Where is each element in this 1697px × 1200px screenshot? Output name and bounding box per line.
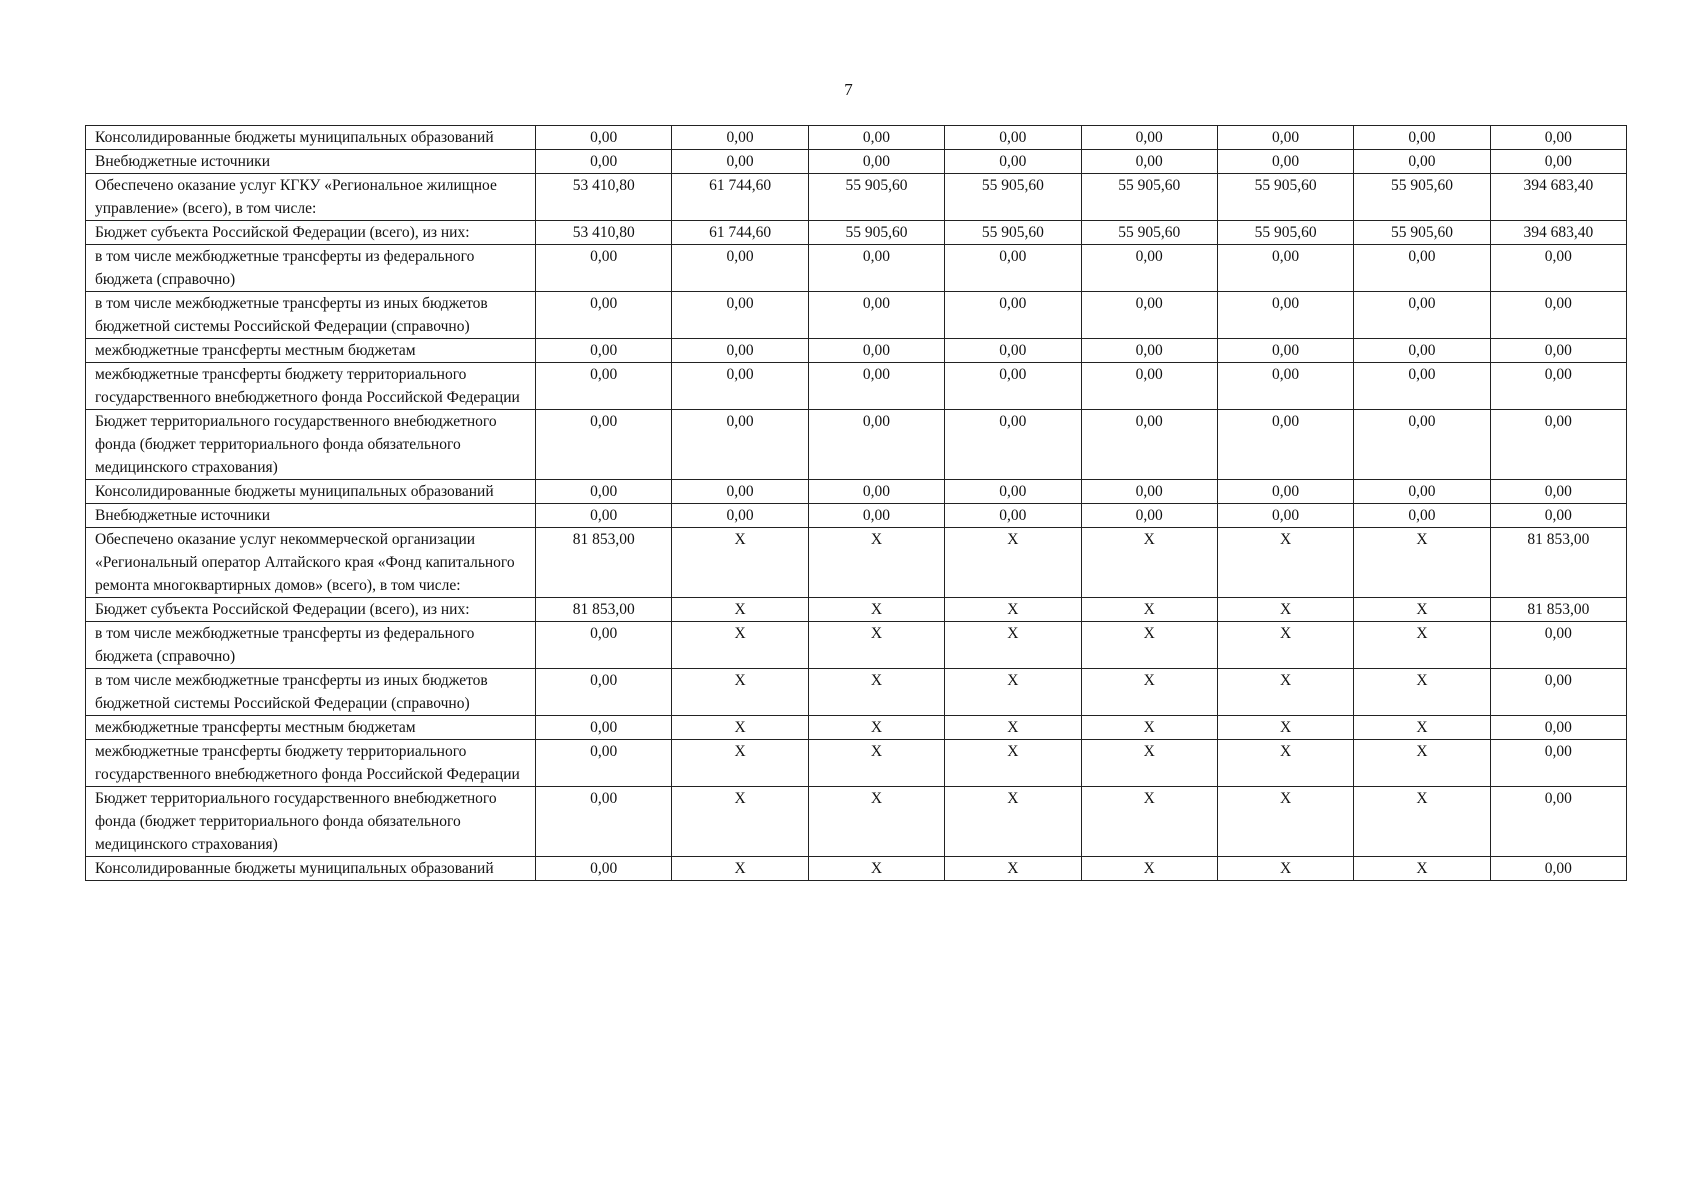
value-cell: 0,00 — [1490, 622, 1626, 669]
value-cell: 0,00 — [1354, 126, 1490, 150]
value-cell: 0,00 — [536, 150, 672, 174]
value-cell: 0,00 — [1081, 292, 1217, 339]
table-row — [86, 787, 1627, 857]
value-cell: 55 905,60 — [1081, 174, 1217, 221]
row-label: Бюджет территориального государственного внебюджетного фонда (бюджет территориального фонда обязательного медицинского страхования) — [86, 787, 536, 857]
value-cell: 394 683,40 — [1490, 174, 1626, 221]
table-row — [86, 857, 1627, 881]
row-label: в том числе межбюджетные трансферты из федерального бюджета (справочно) — [86, 245, 536, 292]
value-cell: X — [1081, 857, 1217, 881]
value-cell: X — [1354, 528, 1490, 598]
value-cell: 0,00 — [672, 150, 808, 174]
value-cell: 0,00 — [808, 363, 944, 410]
value-cell: X — [945, 716, 1081, 740]
value-cell: X — [672, 598, 808, 622]
value-cell: X — [1354, 598, 1490, 622]
table-row — [86, 622, 1627, 669]
value-cell: 55 905,60 — [1081, 221, 1217, 245]
value-cell: 0,00 — [1490, 716, 1626, 740]
value-cell: 55 905,60 — [945, 174, 1081, 221]
value-cell: 0,00 — [1217, 410, 1353, 480]
value-cell: X — [945, 598, 1081, 622]
value-cell: X — [1081, 528, 1217, 598]
value-cell: X — [945, 528, 1081, 598]
value-cell: 0,00 — [808, 339, 944, 363]
page-number: 7 — [844, 80, 853, 99]
value-cell: X — [808, 622, 944, 669]
value-cell: 0,00 — [1217, 339, 1353, 363]
row-label: межбюджетные трансферты бюджету территориального государственного внебюджетного фонда Российской Федерации — [86, 740, 536, 787]
value-cell: X — [1217, 622, 1353, 669]
value-cell: 0,00 — [1217, 292, 1353, 339]
value-cell: X — [945, 787, 1081, 857]
table-row — [86, 245, 1627, 292]
value-cell: X — [808, 787, 944, 857]
budget-table-body — [86, 126, 1627, 881]
value-cell: 0,00 — [536, 245, 672, 292]
value-cell: 0,00 — [808, 245, 944, 292]
value-cell: 0,00 — [1490, 504, 1626, 528]
value-cell: 0,00 — [1490, 857, 1626, 881]
value-cell: 0,00 — [1354, 410, 1490, 480]
value-cell: X — [808, 598, 944, 622]
budget-table — [85, 125, 1627, 881]
row-label: Консолидированные бюджеты муниципальных образований — [86, 126, 536, 150]
value-cell: 0,00 — [1490, 787, 1626, 857]
row-label: межбюджетные трансферты бюджету территориального государственного внебюджетного фонда Российской Федерации — [86, 363, 536, 410]
value-cell: 0,00 — [536, 622, 672, 669]
value-cell: 0,00 — [672, 126, 808, 150]
value-cell: 0,00 — [536, 480, 672, 504]
value-cell: 0,00 — [1081, 480, 1217, 504]
value-cell: X — [808, 740, 944, 787]
value-cell: 0,00 — [536, 857, 672, 881]
value-cell: 0,00 — [536, 363, 672, 410]
value-cell: X — [945, 669, 1081, 716]
table-row — [86, 669, 1627, 716]
value-cell: 0,00 — [808, 292, 944, 339]
value-cell: 0,00 — [945, 410, 1081, 480]
value-cell: 0,00 — [536, 126, 672, 150]
value-cell: 0,00 — [1081, 410, 1217, 480]
value-cell: 55 905,60 — [1217, 174, 1353, 221]
value-cell: 0,00 — [1490, 363, 1626, 410]
table-row — [86, 363, 1627, 410]
value-cell: 0,00 — [536, 787, 672, 857]
row-label: Консолидированные бюджеты муниципальных образований — [86, 480, 536, 504]
row-label: Обеспечено оказание услуг КГКУ «Региональное жилищное управление» (всего), в том числе: — [86, 174, 536, 221]
value-cell: 0,00 — [536, 669, 672, 716]
value-cell: X — [808, 716, 944, 740]
value-cell: 0,00 — [1354, 480, 1490, 504]
value-cell: X — [672, 716, 808, 740]
value-cell: 0,00 — [1354, 363, 1490, 410]
row-label: Бюджет субъекта Российской Федерации (всего), из них: — [86, 598, 536, 622]
value-cell: 55 905,60 — [808, 174, 944, 221]
value-cell: X — [1217, 669, 1353, 716]
value-cell: 0,00 — [1490, 292, 1626, 339]
value-cell: 61 744,60 — [672, 174, 808, 221]
value-cell: 0,00 — [1490, 669, 1626, 716]
value-cell: 0,00 — [1490, 410, 1626, 480]
value-cell: 0,00 — [1490, 740, 1626, 787]
row-label: в том числе межбюджетные трансферты из иных бюджетов бюджетной системы Российской Федерации (справочно) — [86, 292, 536, 339]
value-cell: 0,00 — [1081, 150, 1217, 174]
value-cell: 0,00 — [672, 363, 808, 410]
value-cell: X — [1354, 622, 1490, 669]
value-cell: 0,00 — [945, 150, 1081, 174]
value-cell: 0,00 — [1081, 245, 1217, 292]
value-cell: X — [1081, 740, 1217, 787]
value-cell: X — [1217, 528, 1353, 598]
value-cell: X — [672, 857, 808, 881]
row-label: Обеспечено оказание услуг некоммерческой организации «Региональный оператор Алтайского края «Фонд капитального ремонта многоквартирных домов» (всего), в том числе: — [86, 528, 536, 598]
value-cell: X — [672, 622, 808, 669]
value-cell: 0,00 — [945, 480, 1081, 504]
value-cell: 0,00 — [536, 292, 672, 339]
value-cell: 0,00 — [945, 363, 1081, 410]
value-cell: X — [1217, 598, 1353, 622]
value-cell: 0,00 — [1081, 363, 1217, 410]
value-cell: 0,00 — [672, 504, 808, 528]
table-row — [86, 740, 1627, 787]
row-label: Внебюджетные источники — [86, 150, 536, 174]
value-cell: X — [945, 622, 1081, 669]
value-cell: X — [1354, 716, 1490, 740]
value-cell: 81 853,00 — [536, 598, 672, 622]
value-cell: 0,00 — [808, 126, 944, 150]
value-cell: 0,00 — [1217, 150, 1353, 174]
table-row — [86, 150, 1627, 174]
value-cell: 61 744,60 — [672, 221, 808, 245]
value-cell: 0,00 — [672, 292, 808, 339]
value-cell: 0,00 — [536, 410, 672, 480]
value-cell: 53 410,80 — [536, 221, 672, 245]
value-cell: X — [1081, 787, 1217, 857]
value-cell: 0,00 — [945, 504, 1081, 528]
row-label: в том числе межбюджетные трансферты из иных бюджетов бюджетной системы Российской Федерации (справочно) — [86, 669, 536, 716]
value-cell: 0,00 — [808, 150, 944, 174]
row-label: в том числе межбюджетные трансферты из федерального бюджета (справочно) — [86, 622, 536, 669]
value-cell: X — [672, 528, 808, 598]
value-cell: X — [672, 669, 808, 716]
value-cell: X — [1217, 857, 1353, 881]
value-cell: 53 410,80 — [536, 174, 672, 221]
value-cell: 0,00 — [1217, 126, 1353, 150]
value-cell: X — [1217, 716, 1353, 740]
value-cell: 55 905,60 — [1354, 221, 1490, 245]
value-cell: X — [808, 857, 944, 881]
value-cell: X — [1354, 857, 1490, 881]
value-cell: 0,00 — [1354, 504, 1490, 528]
value-cell: 0,00 — [1217, 363, 1353, 410]
value-cell: 0,00 — [945, 339, 1081, 363]
value-cell: 0,00 — [808, 480, 944, 504]
value-cell: X — [1354, 787, 1490, 857]
value-cell: 0,00 — [1081, 126, 1217, 150]
value-cell: X — [1217, 787, 1353, 857]
table-row — [86, 598, 1627, 622]
value-cell: 0,00 — [536, 716, 672, 740]
value-cell: X — [808, 669, 944, 716]
table-row — [86, 504, 1627, 528]
value-cell: 0,00 — [536, 339, 672, 363]
value-cell: 0,00 — [1490, 126, 1626, 150]
value-cell: 81 853,00 — [1490, 528, 1626, 598]
value-cell: 0,00 — [808, 504, 944, 528]
value-cell: 0,00 — [1354, 292, 1490, 339]
table-row — [86, 528, 1627, 598]
value-cell: 81 853,00 — [536, 528, 672, 598]
value-cell: 0,00 — [1217, 504, 1353, 528]
row-label: межбюджетные трансферты местным бюджетам — [86, 716, 536, 740]
value-cell: 0,00 — [945, 292, 1081, 339]
value-cell: X — [672, 740, 808, 787]
value-cell: 0,00 — [536, 740, 672, 787]
value-cell: 0,00 — [672, 410, 808, 480]
value-cell: X — [1217, 740, 1353, 787]
row-label: Бюджет субъекта Российской Федерации (всего), из них: — [86, 221, 536, 245]
value-cell: X — [1081, 669, 1217, 716]
value-cell: 81 853,00 — [1490, 598, 1626, 622]
table-row — [86, 126, 1627, 150]
value-cell: 55 905,60 — [945, 221, 1081, 245]
value-cell: 0,00 — [536, 504, 672, 528]
value-cell: X — [945, 857, 1081, 881]
value-cell: 55 905,60 — [1354, 174, 1490, 221]
value-cell: 0,00 — [1081, 339, 1217, 363]
row-label: Консолидированные бюджеты муниципальных образований — [86, 857, 536, 881]
value-cell: X — [808, 528, 944, 598]
value-cell: X — [1081, 716, 1217, 740]
value-cell: 0,00 — [1490, 480, 1626, 504]
table-row — [86, 221, 1627, 245]
value-cell: 0,00 — [1354, 339, 1490, 363]
row-label: Внебюджетные источники — [86, 504, 536, 528]
value-cell: 0,00 — [1354, 245, 1490, 292]
value-cell: 0,00 — [1490, 150, 1626, 174]
value-cell: 0,00 — [672, 480, 808, 504]
value-cell: X — [1081, 598, 1217, 622]
value-cell: 394 683,40 — [1490, 221, 1626, 245]
table-row — [86, 292, 1627, 339]
value-cell: 0,00 — [672, 245, 808, 292]
table-row — [86, 174, 1627, 221]
value-cell: 0,00 — [945, 245, 1081, 292]
value-cell: 0,00 — [1081, 504, 1217, 528]
value-cell: 55 905,60 — [1217, 221, 1353, 245]
value-cell: X — [672, 787, 808, 857]
row-label: межбюджетные трансферты местным бюджетам — [86, 339, 536, 363]
value-cell: 0,00 — [1490, 339, 1626, 363]
value-cell: X — [1354, 740, 1490, 787]
value-cell: 0,00 — [945, 126, 1081, 150]
value-cell: 55 905,60 — [808, 221, 944, 245]
value-cell: X — [1354, 669, 1490, 716]
value-cell: 0,00 — [1354, 150, 1490, 174]
row-label: Бюджет территориального государственного внебюджетного фонда (бюджет территориального фонда обязательного медицинского страхования) — [86, 410, 536, 480]
table-row — [86, 410, 1627, 480]
value-cell: 0,00 — [1217, 245, 1353, 292]
value-cell: 0,00 — [1490, 245, 1626, 292]
value-cell: X — [945, 740, 1081, 787]
table-row — [86, 339, 1627, 363]
value-cell: 0,00 — [1217, 480, 1353, 504]
value-cell: 0,00 — [808, 410, 944, 480]
value-cell: 0,00 — [672, 339, 808, 363]
table-row — [86, 716, 1627, 740]
value-cell: X — [1081, 622, 1217, 669]
table-row — [86, 480, 1627, 504]
